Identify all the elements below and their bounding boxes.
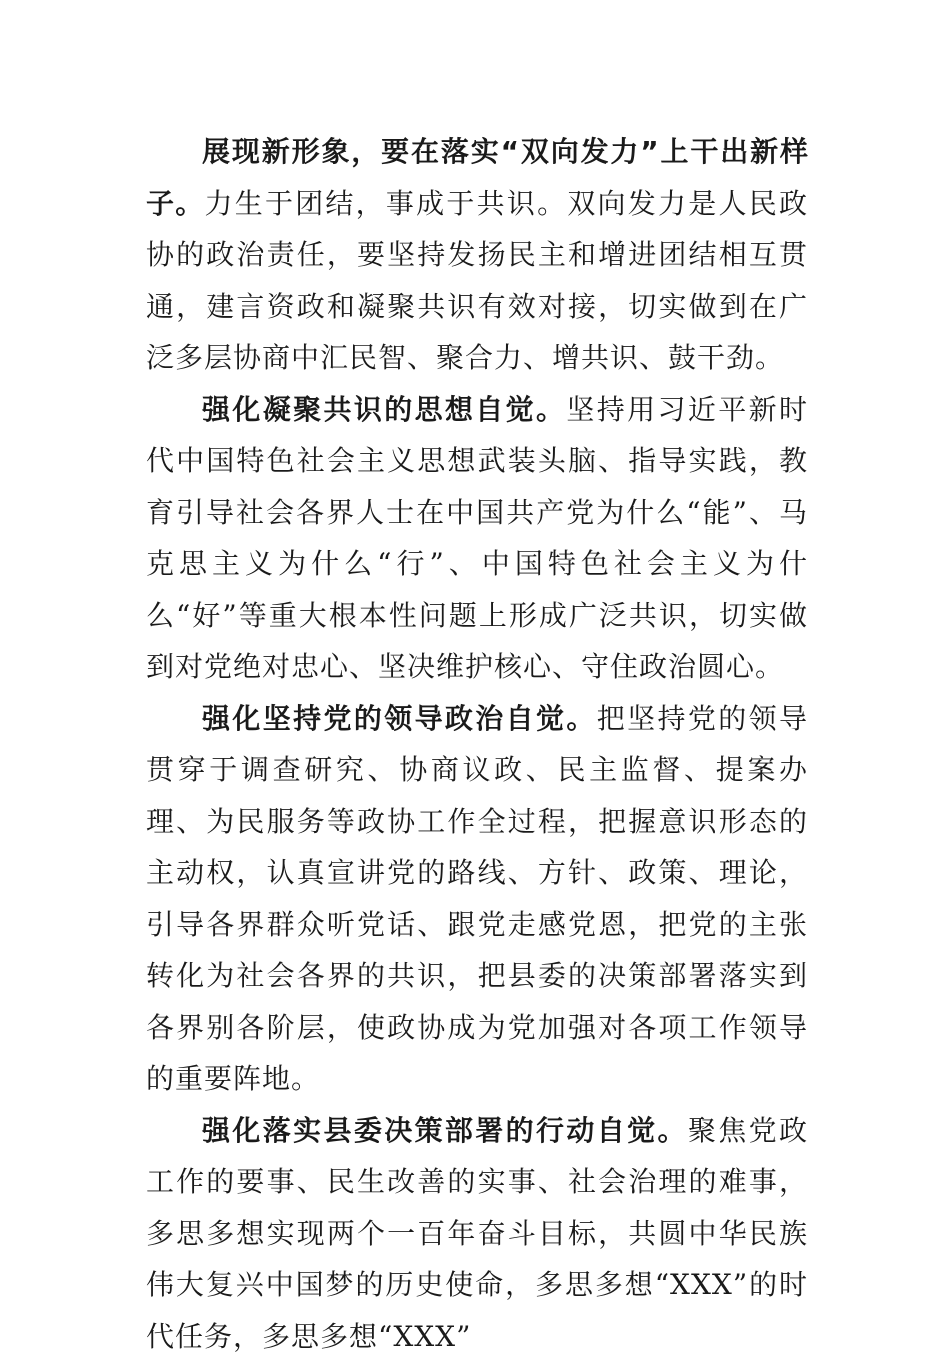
paragraph-2 (146, 384, 808, 693)
paragraph-4-text: 聚焦党政工作的要事、民生改善的实事、社会治理的难事，多思多想实现两个一百年奋斗目标，共圆中华民族伟大复兴中国梦的历史使命，多思多想“XXX”的时代任务，多思多想“XXX” (146, 1114, 808, 1353)
paragraph-4-heading: 强化落实县委决策部署的行动自觉。 (202, 1114, 688, 1147)
paragraph-1 (146, 126, 808, 384)
paragraph-1-heading: 展现新形象，要在落实“双向发力”上干出新样子。 (146, 135, 808, 220)
paragraph-2-text: 坚持用习近平新时代中国特色社会主义思想武装头脑、指导实践，教育引导社会各界人士在中国共产党为什么“能”、马克思主义为什么“行”、中国特色社会主义为什么“好”等重大根本性问题上形成广泛共识，切实做到对党绝对忠心、坚决维护核心、守住政治圆心。 (146, 393, 808, 684)
document-body (146, 126, 808, 1362)
paragraph-3 (146, 693, 808, 1105)
paragraph-3-heading: 强化坚持党的领导政治自觉。 (202, 702, 597, 735)
paragraph-1-text: 力生于团结，事成于共识。双向发力是人民政协的政治责任，要坚持发扬民主和增进团结相互贯通，建言资政和凝聚共识有效对接，切实做到在广泛多层协商中汇民智、聚合力、增共识、鼓干劲。 (146, 187, 808, 375)
paragraph-2-heading: 强化凝聚共识的思想自觉。 (202, 393, 566, 426)
paragraph-4 (146, 1105, 808, 1362)
paragraph-3-text: 把坚持党的领导贯穿于调查研究、协商议政、民主监督、提案办理、为民服务等政协工作全过程，把握意识形态的主动权，认真宣讲党的路线、方针、政策、理论，引导各界群众听党话、跟党走感党恩，把党的主张转化为社会各界的共识，把县委的决策部署落实到各界别各阶层，使政协成为党加强对各项工作领导的重要阵地。 (146, 702, 808, 1096)
